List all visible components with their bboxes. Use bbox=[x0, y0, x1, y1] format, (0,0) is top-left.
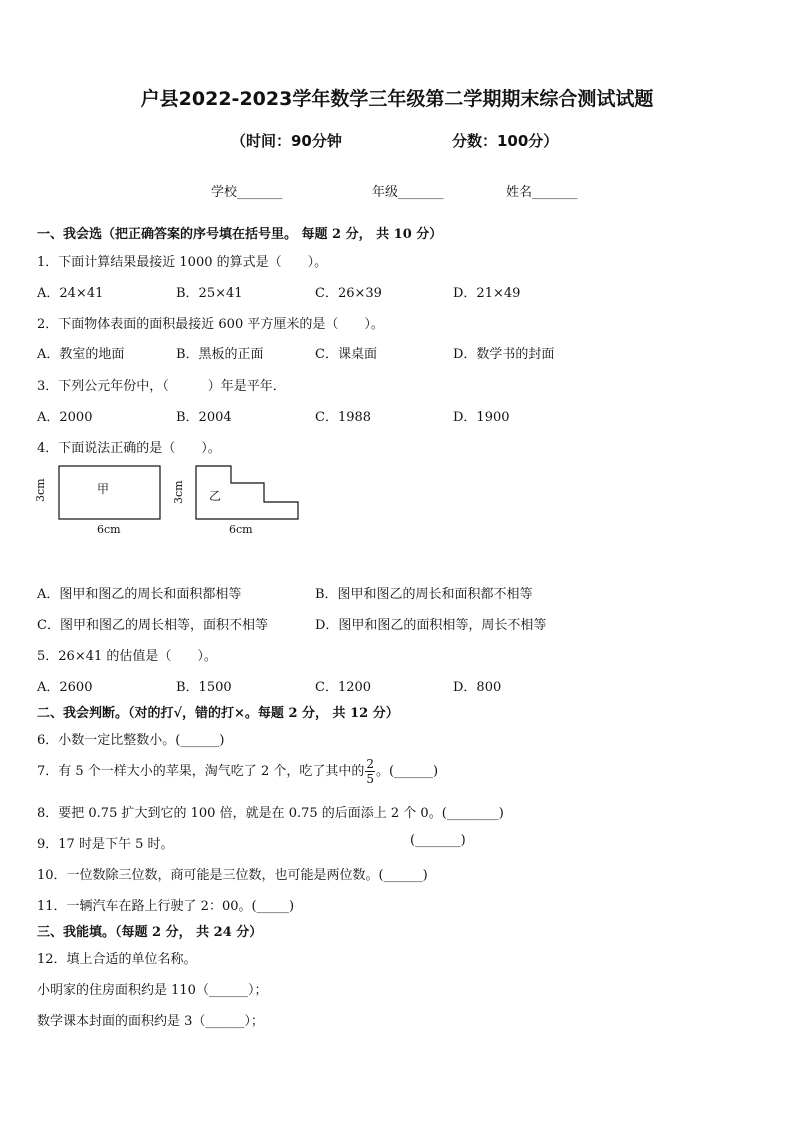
q5-option-a: A．2600 bbox=[37, 680, 93, 695]
figure-jia-width-label: 6cm bbox=[97, 523, 121, 536]
question-9: 9．17 时是下午 5 时。 bbox=[37, 837, 174, 852]
q5-option-d: D．800 bbox=[453, 680, 502, 695]
q5-option-c: C．1200 bbox=[315, 680, 372, 695]
q4-option-c: C．图甲和图乙的周长相等，面积不相等 bbox=[37, 618, 268, 633]
q3-option-c: C．1988 bbox=[315, 410, 372, 425]
q4-option-d: D．图甲和图乙的面积相等，周长不相等 bbox=[315, 618, 547, 633]
name-field[interactable]: 姓名_______ bbox=[506, 185, 578, 200]
question-7 bbox=[37, 757, 438, 786]
exam-score: 分数：100分） bbox=[452, 132, 559, 150]
school-field[interactable]: 学校_______ bbox=[211, 185, 283, 200]
question-9-blank: (_______) bbox=[410, 833, 466, 848]
question-12-line-1: 小明家的住房面积约是 110（______）； bbox=[37, 983, 268, 998]
q2-option-d: D．数学书的封面 bbox=[453, 347, 555, 362]
question-4: 4．下面说法正确的是（ ）。 bbox=[37, 441, 221, 456]
figure-jia-rectangle bbox=[59, 466, 160, 519]
question-7-text: 7．有 5 个一样大小的苹果，淘气吃了 2 个，吃了其中的 bbox=[37, 764, 365, 779]
q3-option-d: D．1900 bbox=[453, 410, 510, 425]
question-6: 6．小数一定比整数小。(______) bbox=[37, 733, 225, 748]
section-2-heading: 二、我会判断。（对的打√，错的打×。每题 2 分， 共 12 分） bbox=[37, 706, 399, 721]
figure-yi-width-label: 6cm bbox=[229, 523, 253, 536]
q5-option-b: B．1500 bbox=[176, 680, 232, 695]
q1-option-c: C．26×39 bbox=[315, 286, 382, 301]
fraction-denominator: 5 bbox=[366, 772, 374, 786]
question-10: 10．一位数除三位数，商可能是三位数，也可能是两位数。(______) bbox=[37, 868, 428, 883]
q1-option-b: B．25×41 bbox=[176, 286, 243, 301]
section-3-heading: 三、我能填。（每题 2 分， 共 24 分） bbox=[37, 925, 263, 940]
grade-field[interactable]: 年级_______ bbox=[372, 185, 444, 200]
question-2: 2．下面物体表面的面积最接近 600 平方厘米的是（ ）。 bbox=[37, 317, 384, 332]
fraction-numerator: 2 bbox=[366, 757, 374, 771]
figure-yi-label: 乙 bbox=[209, 489, 222, 503]
question-5: 5．26×41 的估值是（ ）。 bbox=[37, 649, 217, 664]
question-12-line-2: 数学课本封面的面积约是 3（______）； bbox=[37, 1014, 264, 1029]
figure-jia-height-label: 3cm bbox=[34, 478, 47, 502]
question-12: 12．填上合适的单位名称。 bbox=[37, 952, 197, 967]
q1-option-d: D．21×49 bbox=[453, 286, 521, 301]
page-title: 户县2022-2023学年数学三年级第二学期期末综合测试试题 bbox=[140, 88, 654, 110]
q4-option-b: B．图甲和图乙的周长和面积都不相等 bbox=[315, 587, 533, 602]
q2-option-c: C．课桌面 bbox=[315, 347, 377, 362]
q3-option-a: A．2000 bbox=[37, 410, 93, 425]
question-3: 3．下列公元年份中，（ ）年是平年． bbox=[37, 379, 286, 394]
fraction-two-fifths bbox=[365, 757, 375, 786]
figure-jia-label: 甲 bbox=[97, 482, 110, 496]
exam-time: （时间：90分钟 bbox=[231, 132, 342, 150]
q2-option-b: B．黑板的正面 bbox=[176, 347, 264, 362]
q3-option-b: B．2004 bbox=[176, 410, 232, 425]
question-8: 8．要把 0.75 扩大到它的 100 倍，就是在 0.75 的后面添上 2 个 0。(________) bbox=[37, 806, 504, 821]
question-7-blank: 。(______) bbox=[375, 764, 439, 779]
section-1-heading: 一、我会选（把正确答案的序号填在括号里。 每题 2 分， 共 10 分） bbox=[37, 227, 443, 242]
q4-option-a: A．图甲和图乙的周长和面积都相等 bbox=[37, 587, 242, 602]
figure-yi-height-label: 3cm bbox=[172, 480, 185, 504]
q2-option-a: A．教室的地面 bbox=[37, 347, 125, 362]
question-11: 11．一辆汽车在路上行驶了 2：00。(_____) bbox=[37, 899, 295, 914]
q1-option-a: A．24×41 bbox=[37, 286, 104, 301]
question-1: 1．下面计算结果最接近 1000 的算式是（ ）。 bbox=[37, 255, 328, 270]
